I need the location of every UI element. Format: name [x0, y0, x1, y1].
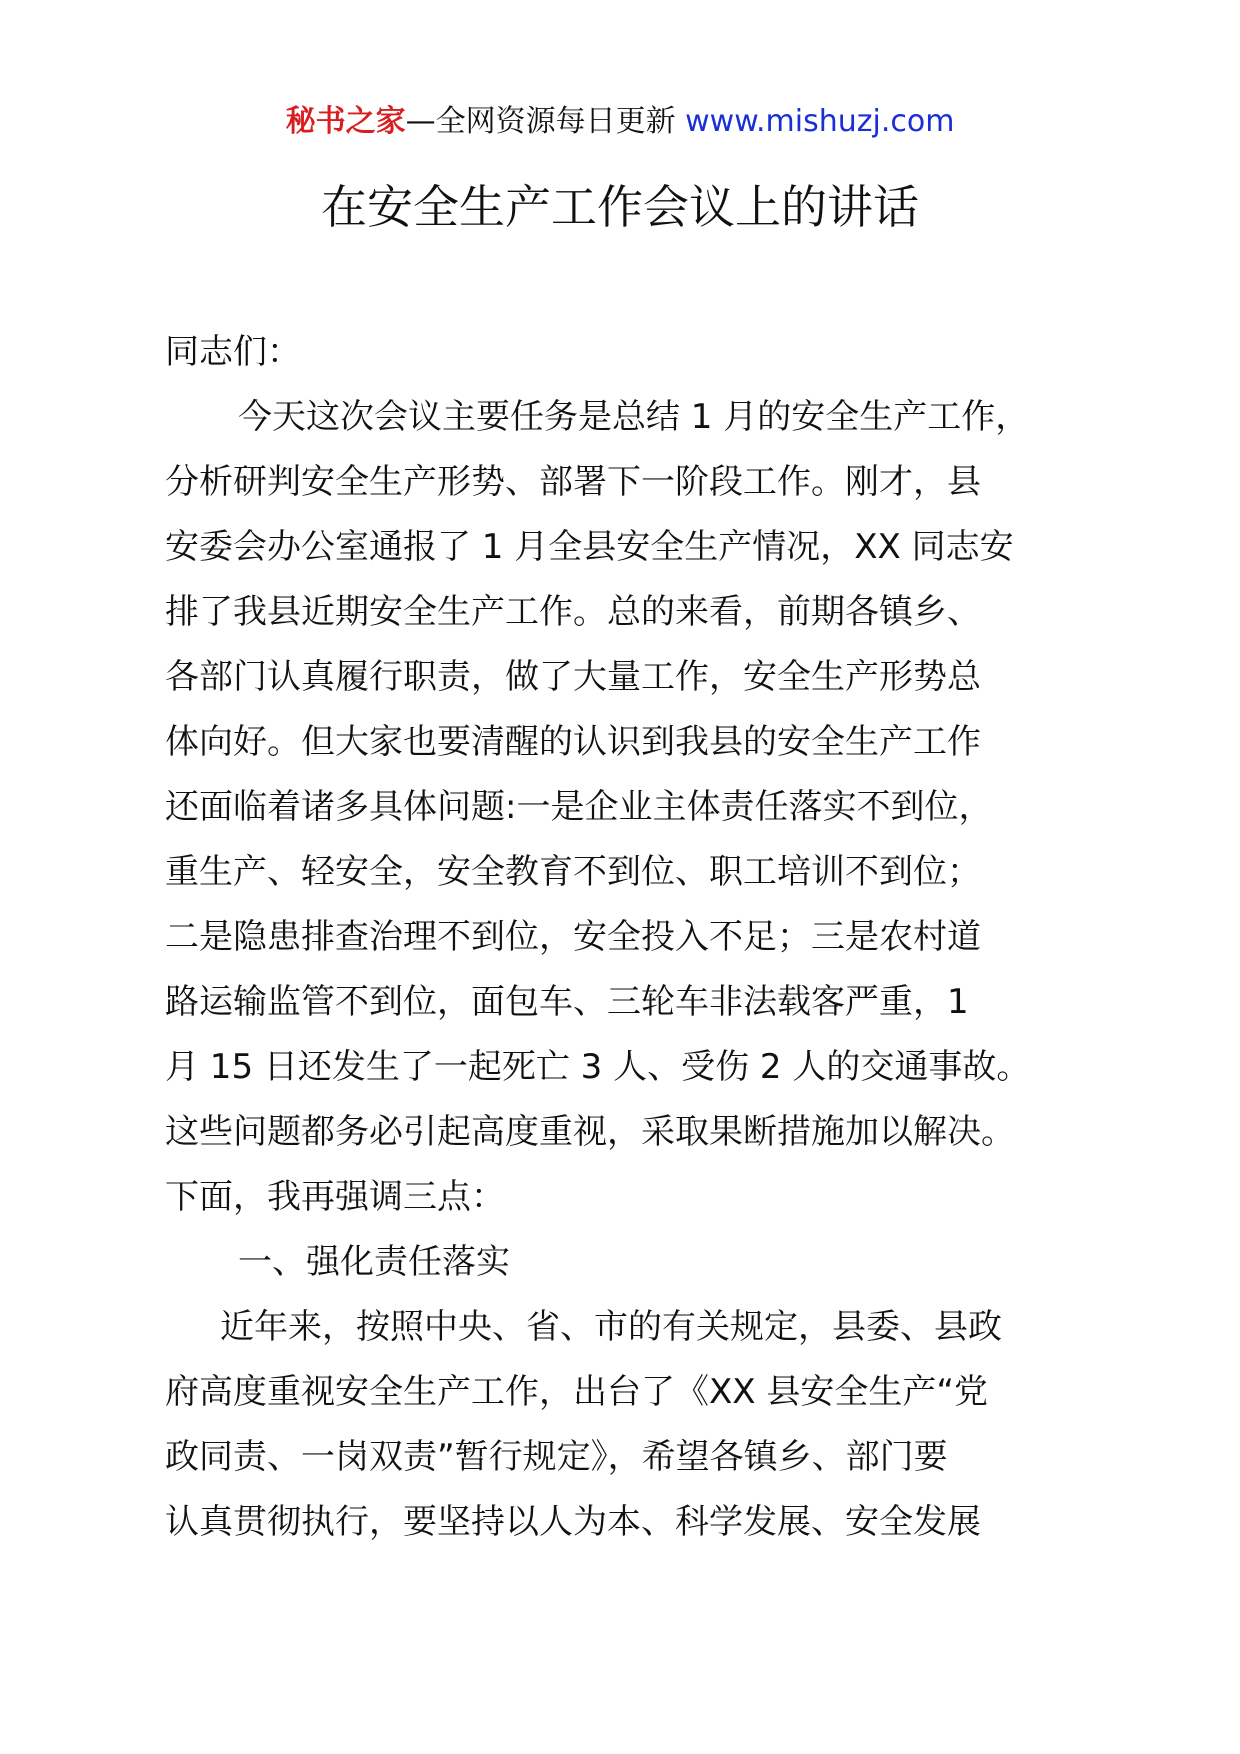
paragraph-line: 府高度重视安全生产工作，出台了《XX 县安全生产“党 — [165, 1372, 989, 1412]
paragraph-line: 认真贯彻执行，要坚持以人为本、科学发展、安全发展 — [165, 1502, 981, 1542]
paragraph-line: 月 15 日还发生了一起死亡 3 人、受伤 2 人的交通事故。 — [165, 1047, 1031, 1087]
paragraph-line: 二是隐患排查治理不到位，安全投入不足；三是农村道 — [165, 917, 981, 957]
site-tagline: —全网资源每日更新 — [405, 104, 676, 139]
paragraph-line: 体向好。但大家也要清醒的认识到我县的安全生产工作 — [165, 722, 981, 762]
site-header — [0, 100, 1240, 144]
salutation: 同志们： — [165, 332, 301, 372]
paragraph-line: 政同责、一岗双责”暂行规定》，希望各镇乡、部门要 — [165, 1437, 948, 1477]
paragraph-line: 还面临着诸多具体问题:一是企业主体责任落实不到位， — [165, 787, 993, 827]
site-brand: 秘书之家 — [285, 104, 406, 139]
paragraph-line: 路运输监管不到位，面包车、三轮车非法载客严重，1 — [165, 982, 969, 1022]
paragraph-line: 分析研判安全生产形势、部署下一阶段工作。刚才，县 — [165, 462, 981, 502]
section-heading: 一、强化责任落实 — [238, 1242, 510, 1282]
paragraph-line: 近年来，按照中央、省、市的有关规定，县委、县政 — [220, 1307, 1002, 1347]
paragraph-line: 这些问题都务必引起高度重视，采取果断措施加以解决。 — [165, 1112, 1015, 1152]
paragraph-line: 各部门认真履行职责，做了大量工作，安全生产形势总 — [165, 657, 981, 697]
page-title: 在安全生产工作会议上的讲话 — [321, 180, 919, 234]
site-url-link[interactable]: www.mishuzj.com — [685, 104, 955, 139]
paragraph-line: 下面，我再强调三点： — [165, 1177, 505, 1217]
paragraph-line: 排了我县近期安全生产工作。总的来看，前期各镇乡、 — [165, 592, 981, 632]
paragraph-line: 重生产、轻安全，安全教育不到位、职工培训不到位； — [165, 852, 981, 892]
speech-body — [165, 320, 1125, 1555]
paragraph-line: 今天这次会议主要任务是总结 1 月的安全生产工作， — [238, 397, 1030, 437]
paragraph-line: 安委会办公室通报了 1 月全县安全生产情况，XX 同志安 — [165, 527, 1014, 567]
